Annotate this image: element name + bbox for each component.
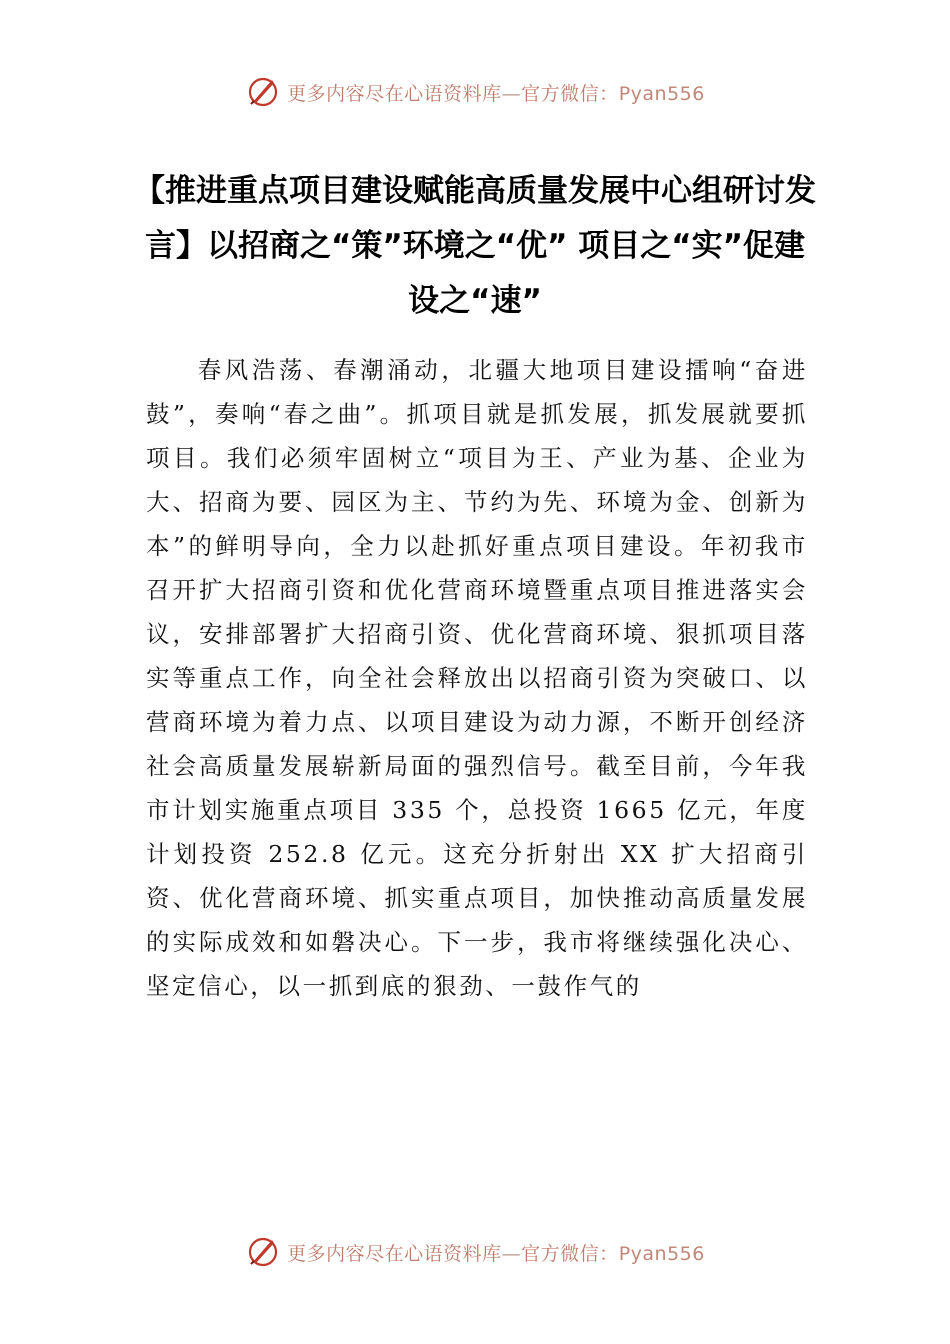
banner-label: 官方微信： [521,1242,619,1265]
banner-separator: — [501,1242,522,1265]
banner-label: 官方微信： [521,82,619,105]
header-banner [0,72,950,112]
banner-text [287,79,705,106]
body-paragraph: 春风浩荡、春潮涌动，北疆大地项目建设擂响“奋进鼓”，奏响“春之曲”。抓项目就是抓发展，抓发展就要抓项目。我们必须牢固树立“项目为王、产业为基、企业为大、招商为要、园区为主、节约为先、环境为金、创新为本”的鲜明导向，全力以赴抓好重点项目建设。年初我市召开扩大招商引资和优化营商环境暨重点项目推进落实会议，安排部署扩大招商引资、优化营商环境、狠抓项目落实等重点工作，向全社会释放出以招商引资为突破口、以营商环境为着力点、以项目建设为动力源，不断开创经济社会高质量发展崭新局面的强烈信号。截至目前，今年我市计划实施重点项目 335 个，总投资 1665 亿元，年度计划投资 252.8 亿元。这充分折射出 XX 扩大招商引资、优化营商环境、抓实重点项目，加快推动高质量发展的实际成效和如磐决心。下一步，我市将继续强化决心、坚定信心，以一抓到底的狠劲、一鼓作气的 [146,356,808,1000]
quill-logo-icon [245,1234,281,1270]
quill-logo-icon [245,74,281,110]
banner-slogan: 更多内容尽在心语资料库 [287,82,502,105]
banner-slogan: 更多内容尽在心语资料库 [287,1242,502,1265]
banner-account: Pyan556 [618,82,705,105]
document-title: 【推进重点项目建设赋能高质量发展中心组研讨发言】以招商之“策”环境之“优” 项目之“实”促建设之“速” [134,173,816,319]
banner-separator: — [501,82,522,105]
banner-account: Pyan556 [618,1242,705,1265]
banner-text [287,1239,705,1266]
footer-banner [0,1232,950,1272]
